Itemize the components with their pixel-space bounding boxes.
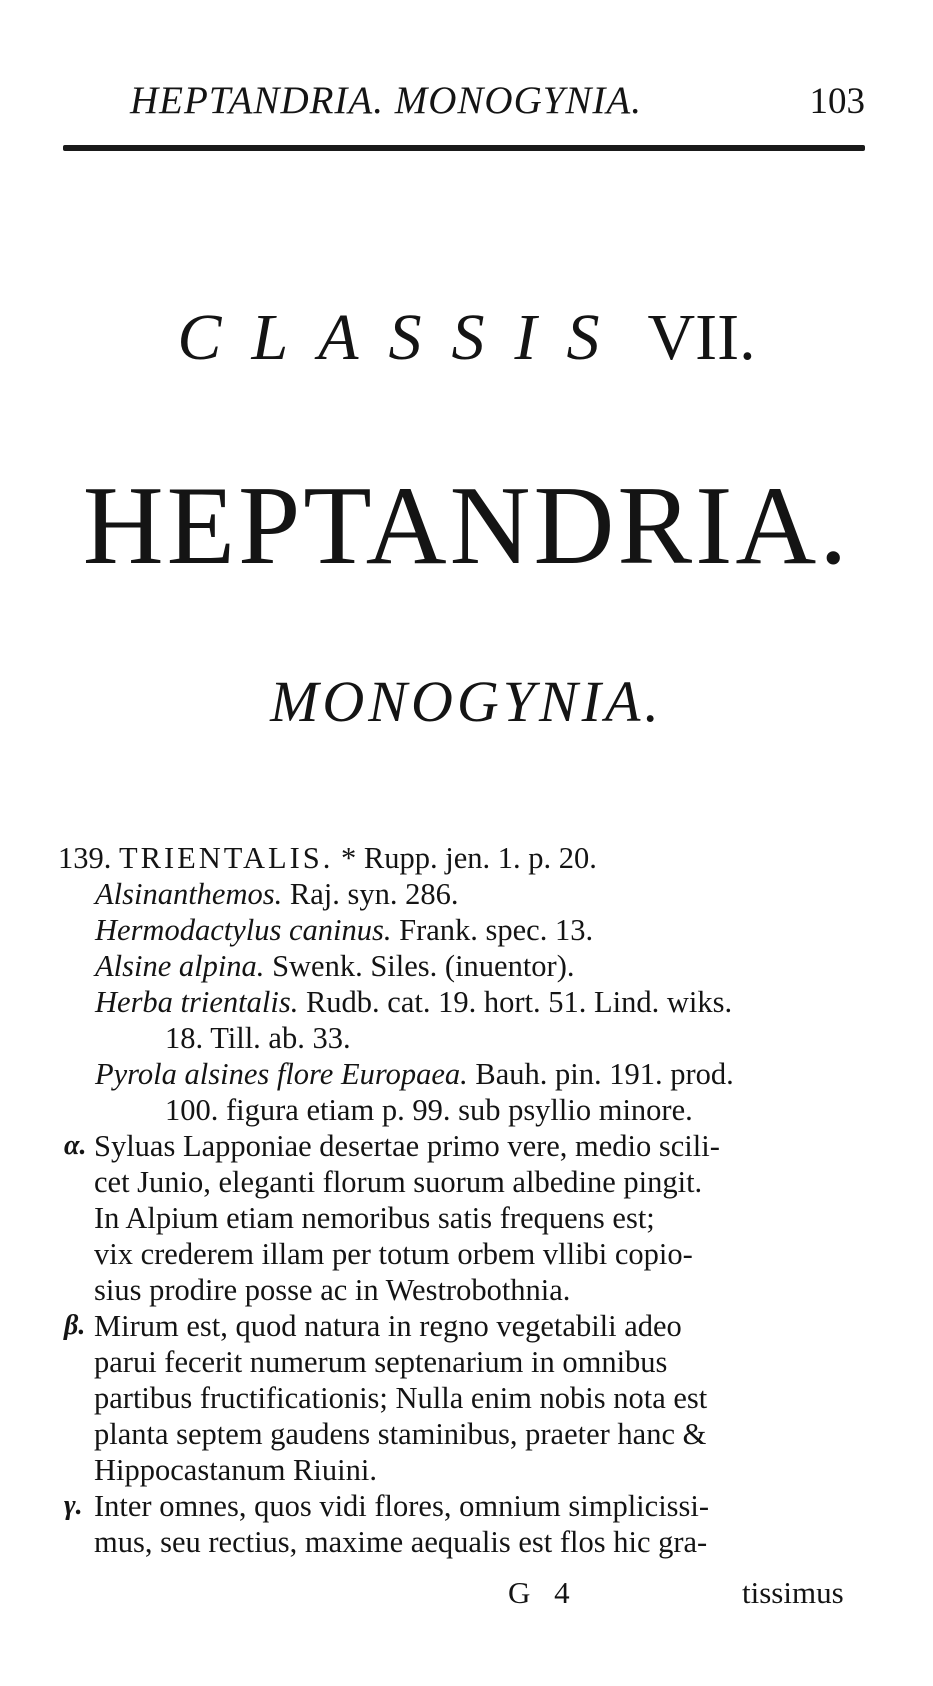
observation-line: Syluas Lapponiae desertae primo vere, medio scili-	[94, 1129, 720, 1163]
synonym-line	[95, 876, 458, 912]
observation-line: parui fecerit numerum septenarium in omnibus	[94, 1345, 668, 1379]
synonym-reference: 100. figura etiam p. 99. sub psyllio minore.	[165, 1093, 693, 1127]
header-rule	[63, 145, 865, 151]
synonym-line	[95, 912, 593, 948]
catchword: tissimus	[742, 1575, 844, 1610]
synonym-name: Alsine alpina.	[95, 949, 265, 983]
page-number: 103	[809, 81, 865, 122]
observation-marker: γ.	[64, 1490, 83, 1521]
observation-line: Inter omnes, quos vidi flores, omnium simplicissi-	[94, 1489, 710, 1523]
running-title: HEPTANDRIA. MONOGYNIA.	[130, 79, 642, 122]
synonym-line	[95, 984, 732, 1020]
synonym-reference: Rudb. cat. 19. hort. 51. Lind. wiks.	[298, 985, 733, 1019]
class-title: HEPTANDRIA.	[82, 464, 851, 588]
observation-line: Hippocastanum Riuini.	[94, 1453, 377, 1487]
synonym-name: Pyrola alsines flore Europaea.	[95, 1057, 468, 1091]
observation-line: partibus fructificationis; Nulla enim nobis nota est	[94, 1381, 708, 1415]
synonym-reference: Bauh. pin. 191. prod.	[467, 1057, 734, 1091]
observation-line: cet Junio, eleganti florum suorum albedine pingit.	[94, 1165, 703, 1199]
synonym-name: Herba trientalis.	[95, 985, 299, 1019]
observation-line: sius prodire posse ac in Westrobothnia.	[94, 1273, 571, 1307]
synonym-continuation	[165, 1020, 351, 1056]
order-title: MONOGYNIA.	[270, 669, 663, 734]
observation-marker: β.	[64, 1310, 86, 1341]
observation-marker: α.	[64, 1130, 87, 1161]
synonym-reference: 18. Till. ab. 33.	[165, 1021, 351, 1055]
synonym-reference: Raj. syn. 286.	[282, 877, 459, 911]
synonym-reference: Frank. spec. 13.	[391, 913, 594, 947]
signature-mark: G 4	[508, 1575, 578, 1610]
observation-line: Mirum est, quod natura in regno vegetabili adeo	[94, 1309, 682, 1343]
species-name: TRIENTALIS.	[119, 841, 334, 875]
entry-reference: * Rupp. jen. 1. p. 20.	[333, 841, 597, 875]
synonym-line	[95, 948, 575, 984]
synonym-line	[95, 1056, 734, 1092]
synonym-name: Alsinanthemos.	[95, 877, 283, 911]
classis-numeral: VII.	[647, 301, 756, 374]
observation-line: vix crederem illam per totum orbem vllibi copio-	[94, 1237, 693, 1271]
entry-header-line	[58, 840, 597, 876]
observation-line: In Alpium etiam nemoribus satis frequens est;	[94, 1201, 655, 1235]
classis-heading	[0, 300, 933, 376]
synonym-continuation	[165, 1092, 693, 1128]
running-head	[125, 78, 865, 128]
classis-word: CLASSIS	[177, 301, 630, 374]
page-footer	[0, 1575, 933, 1615]
observation-line: mus, seu rectius, maxime aequalis est flos hic gra-	[94, 1525, 708, 1559]
synonym-reference: Swenk. Siles. (inuentor).	[264, 949, 575, 983]
observation-line: planta septem gaudens staminibus, praeter hanc &	[94, 1417, 707, 1451]
synonym-name: Hermodactylus caninus.	[95, 913, 392, 947]
entry-number: 139.	[58, 841, 119, 875]
